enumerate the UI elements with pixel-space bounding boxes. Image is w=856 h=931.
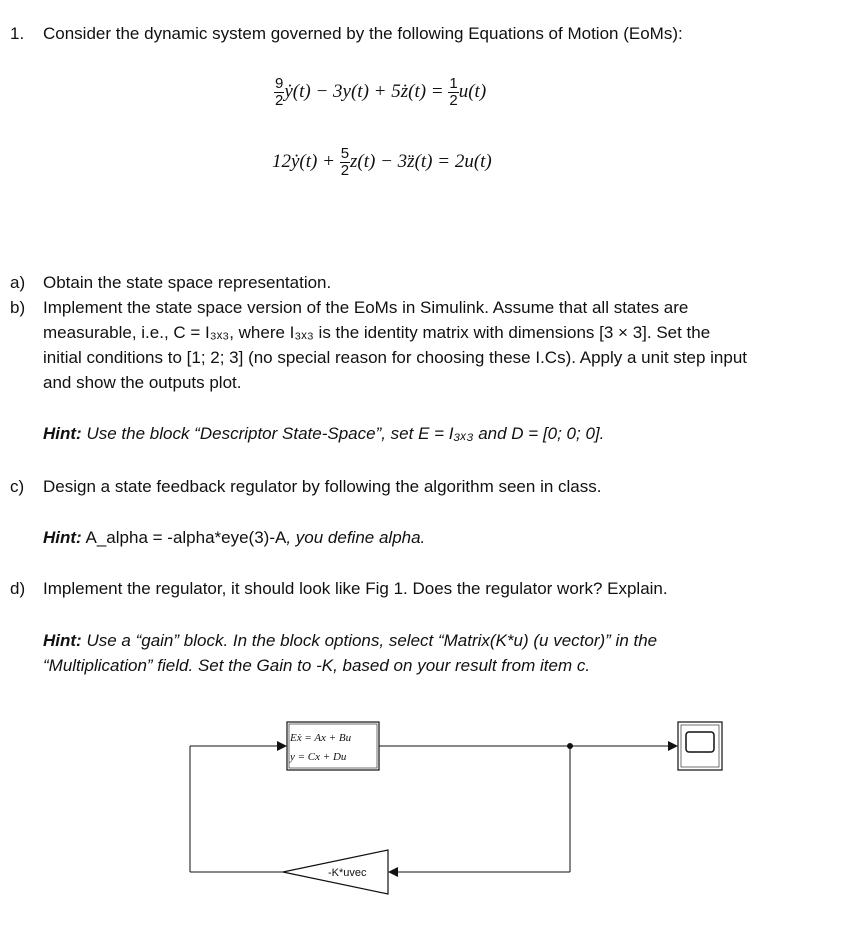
item-d-hint-label: Hint: bbox=[43, 631, 82, 650]
eq1-frac-a-den: 2 bbox=[275, 92, 284, 109]
eq2-frac-den: 2 bbox=[340, 162, 350, 179]
item-c-text: Design a state feedback regulator by following the algorithm seen in class. bbox=[43, 477, 602, 496]
eq1-frac-a-num: 9 bbox=[275, 75, 284, 92]
question-intro: Consider the dynamic system governed by the following Equations of Motion (EoMs): bbox=[43, 24, 683, 43]
item-a-label: a) bbox=[10, 273, 26, 292]
item-b-hint-text: Use the block “Descriptor State-Space”, set E = I₃ₓ₃ and D = [0; 0; 0]. bbox=[86, 424, 605, 443]
item-c-label: c) bbox=[10, 477, 25, 496]
item-d-label: d) bbox=[10, 579, 26, 598]
item-b-line2: measurable, i.e., C = I₃ₓ₃, where I₃ₓ₃ is the identity matrix with dimensions [3 × 3]. Set the bbox=[43, 323, 711, 342]
scope-input-arrow bbox=[668, 741, 678, 751]
gain-label: -K*uvec bbox=[328, 867, 367, 879]
item-c-hint-text: , you define alpha. bbox=[286, 528, 426, 547]
item-c-hint-label: Hint: bbox=[43, 528, 82, 547]
item-d-text: Implement the regulator, it should look like Fig 1. Does the regulator work? Explain. bbox=[43, 579, 668, 598]
eq1-rhs: u(t) bbox=[458, 80, 487, 102]
state-space-line1: Eẋ = Ax + Bu bbox=[290, 732, 352, 744]
item-c-hint-code: A_alpha = -alpha*eye(3)-A bbox=[85, 528, 287, 547]
item-a-text: Obtain the state space representation. bbox=[43, 273, 332, 292]
item-d-hint-line2: “Multiplication” field. Set the Gain to -K, based on your result from item c. bbox=[43, 656, 591, 675]
item-b-line4: and show the outputs plot. bbox=[43, 373, 242, 392]
item-b-line3: initial conditions to [1; 2; 3] (no special reason for choosing these I.Cs). Apply a unit step input bbox=[43, 348, 748, 367]
question-number: 1. bbox=[10, 24, 25, 43]
gain-input-arrow bbox=[388, 867, 398, 877]
item-b-label: b) bbox=[10, 298, 26, 317]
item-d-hint-line1: Use a “gain” block. In the block options, select “Matrix(K*u) (u vector)” in the bbox=[86, 631, 658, 650]
eq2-rest: z(t) − 3z̈(t) = 2u(t) bbox=[350, 150, 492, 172]
state-space-line2: y = Cx + Du bbox=[290, 751, 347, 763]
item-b-line1: Implement the state space version of the EoMs in Simulink. Assume that all states are bbox=[43, 298, 689, 317]
eq2-frac-num: 5 bbox=[340, 145, 350, 162]
eq1-frac-b-den: 2 bbox=[449, 92, 458, 109]
eq1-lhs: ẏ(t) − 3y(t) + 5ż(t) = bbox=[284, 80, 444, 102]
item-b-hint-label: Hint: bbox=[43, 424, 82, 443]
eq2-lhs: 12ẏ(t) + bbox=[272, 150, 335, 172]
eq1-frac-b-num: 1 bbox=[449, 75, 458, 92]
ss-input-arrow bbox=[277, 741, 287, 751]
scope-screen-icon bbox=[686, 732, 714, 752]
